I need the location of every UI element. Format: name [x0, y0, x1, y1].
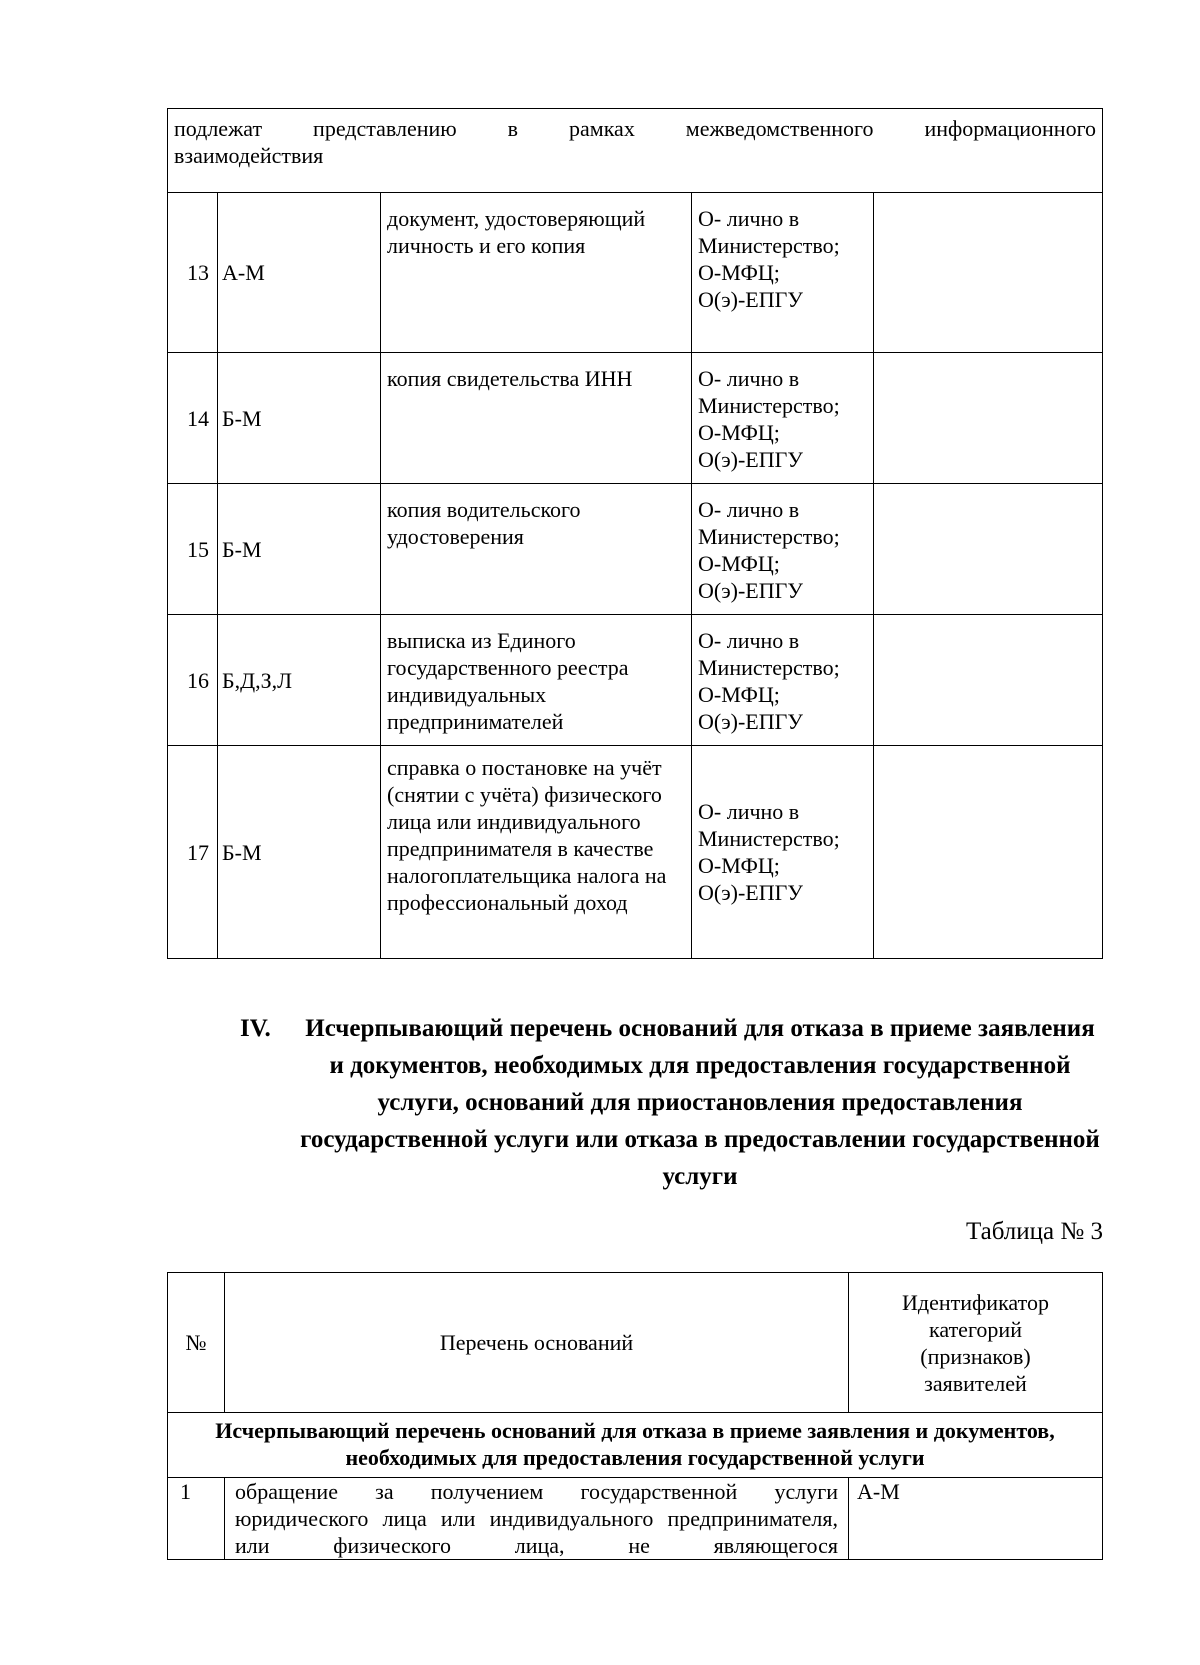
row-document: копия свидетельства ИНН	[381, 353, 692, 484]
continuation-row	[168, 109, 1103, 193]
header-identifier: Идентификатор категорий (признаков) заявителей	[849, 1273, 1103, 1413]
row-methods	[692, 615, 874, 746]
grounds-table	[167, 1272, 1103, 1560]
method-line: О- лично в Министерство;	[698, 206, 840, 258]
method-line: О-МФЦ;	[698, 551, 780, 576]
method-line: О-МФЦ;	[698, 260, 780, 285]
row-category: А-М	[849, 1478, 1103, 1560]
table-caption: Таблица № 3	[965, 1218, 1103, 1245]
row-number: 15	[168, 484, 218, 615]
row-methods	[692, 484, 874, 615]
continuation-line-2: взаимодействия	[174, 143, 324, 168]
row-number: 14	[168, 353, 218, 484]
table-row	[168, 746, 1103, 959]
row-document: документ, удостоверяющий личность и его копия	[381, 193, 692, 353]
row-document: копия водительского удостоверения	[381, 484, 692, 615]
row-number: 16	[168, 615, 218, 746]
row-empty-cell	[874, 193, 1103, 353]
method-line: О(э)-ЕПГУ	[698, 447, 803, 472]
method-line: О(э)-ЕПГУ	[698, 709, 803, 734]
row-category: Б-М	[218, 746, 381, 959]
row-methods	[692, 193, 874, 353]
row-methods	[692, 746, 874, 959]
continuation-line-1: подлежат представлению в рамках межведомственного информационного	[174, 116, 1097, 141]
header-number: №	[168, 1273, 225, 1413]
method-line: О- лично в Министерство;	[698, 497, 840, 549]
method-line: О(э)-ЕПГУ	[698, 578, 803, 603]
row-document: выписка из Единого государственного реестра индивидуальных предпринимателей	[381, 615, 692, 746]
continuation-cell	[168, 109, 1103, 193]
row-empty-cell	[874, 484, 1103, 615]
section-number: IV.	[240, 1015, 271, 1042]
method-line: О- лично в Министерство;	[698, 799, 840, 851]
row-category: Б,Д,З,Л	[218, 615, 381, 746]
documents-table	[167, 108, 1103, 959]
row-empty-cell	[874, 746, 1103, 959]
row-number: 13	[168, 193, 218, 353]
method-line: О- лично в Министерство;	[698, 628, 840, 680]
table-row	[168, 484, 1103, 615]
row-number: 1	[168, 1478, 225, 1560]
section-title: Исчерпывающий перечень оснований для отказа в приеме заявления и документов, необходимых для предоставления государственной услуги, оснований для приостановления предоставления государственной услуги или отказа в предоставлении государственной услуги	[300, 1015, 1100, 1190]
header-row	[168, 1273, 1103, 1413]
header-list: Перечень оснований	[225, 1273, 849, 1413]
method-line: О(э)-ЕПГУ	[698, 287, 803, 312]
section-heading	[240, 1010, 1100, 1195]
row-category: А-М	[218, 193, 381, 353]
row-empty-cell	[874, 615, 1103, 746]
group-title: Исчерпывающий перечень оснований для отказа в приеме заявления и документов, необходимых для предоставления государственной услуги	[168, 1413, 1103, 1478]
row-number: 17	[168, 746, 218, 959]
method-line: О-МФЦ;	[698, 853, 780, 878]
row-methods	[692, 353, 874, 484]
method-line: О(э)-ЕПГУ	[698, 880, 803, 905]
table-row	[168, 193, 1103, 353]
row-text: обращение за получением государственной услуги юридического лица или индивидуального предпринимателя, или физического лица, не являющегося	[225, 1478, 849, 1560]
table-row	[168, 1478, 1103, 1560]
row-document: справка о постановке на учёт (снятии с учёта) физического лица или индивидуального предпринимателя в качестве налогоплательщика налога на профессиональный доход	[381, 746, 692, 959]
row-category: Б-М	[218, 484, 381, 615]
row-empty-cell	[874, 353, 1103, 484]
table-row	[168, 353, 1103, 484]
row-category: Б-М	[218, 353, 381, 484]
method-line: О-МФЦ;	[698, 420, 780, 445]
method-line: О-МФЦ;	[698, 682, 780, 707]
table-row	[168, 615, 1103, 746]
group-row	[168, 1413, 1103, 1478]
method-line: О- лично в Министерство;	[698, 366, 840, 418]
